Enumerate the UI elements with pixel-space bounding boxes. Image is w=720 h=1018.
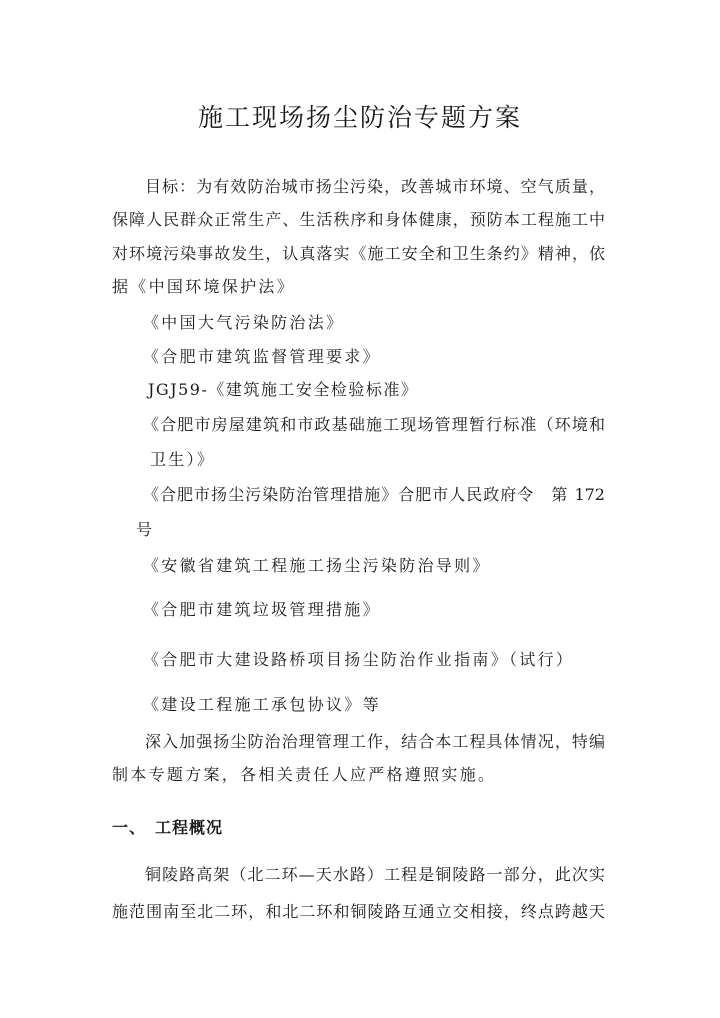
reference-item: 卫生）》 — [150, 450, 216, 469]
reference-item: 《建设工程施工承包协议》等 — [143, 695, 381, 714]
goal-line: 对环境污染事故发生，认真落实《施工安全和卫生条约》精神，依 — [112, 244, 605, 263]
document-title: 施工现场扬尘防治专题方案 — [197, 103, 522, 132]
goal-line: 目标：为有效防治城市扬尘污染，改善城市环境、空气质量， — [145, 177, 605, 196]
reference-item: 《中国大气污染防治法》 — [143, 313, 345, 332]
purpose-line: 深入加强扬尘防治治理管理工作，结合本工程具体情况，特编 — [145, 732, 605, 751]
section-line: 施范围南至北二环，和北二环和铜陵路互通立交相接，终点跨越天 — [112, 902, 605, 921]
reference-item: 《安徽省建筑工程施工扬尘污染防治导则》 — [143, 556, 491, 575]
reference-item: 《合肥市房屋建筑和市政基础施工现场管理暂行标准（环境和 — [143, 415, 605, 434]
section-line: 铜陵路高架（北二环—天水路）工程是铜陵路一部分，此次实 — [145, 865, 605, 884]
reference-item: 《合肥市建筑监督管理要求》 — [143, 347, 381, 366]
goal-line: 保障人民群众正常生产、生活秩序和身体健康，预防本工程施工中 — [112, 210, 605, 229]
reference-item: 《合肥市扬尘污染防治管理措施》合肥市人民政府令 第 172 — [143, 485, 605, 504]
reference-item: 《合肥市建筑垃圾管理措施》 — [143, 600, 381, 619]
purpose-line: 制本专题方案，各相关责任人应严格遵照实施。 — [112, 765, 497, 784]
goal-line: 据《中国环境保护法》 — [112, 277, 296, 296]
reference-item: 《合肥市大建设路桥项目扬尘防治作业指南》（试行） — [143, 650, 575, 669]
reference-item: 号 — [136, 520, 153, 539]
section-heading: 一、 工程概况 — [112, 818, 224, 837]
reference-item: JGJ59-《建筑施工安全检验标准》 — [148, 380, 419, 399]
